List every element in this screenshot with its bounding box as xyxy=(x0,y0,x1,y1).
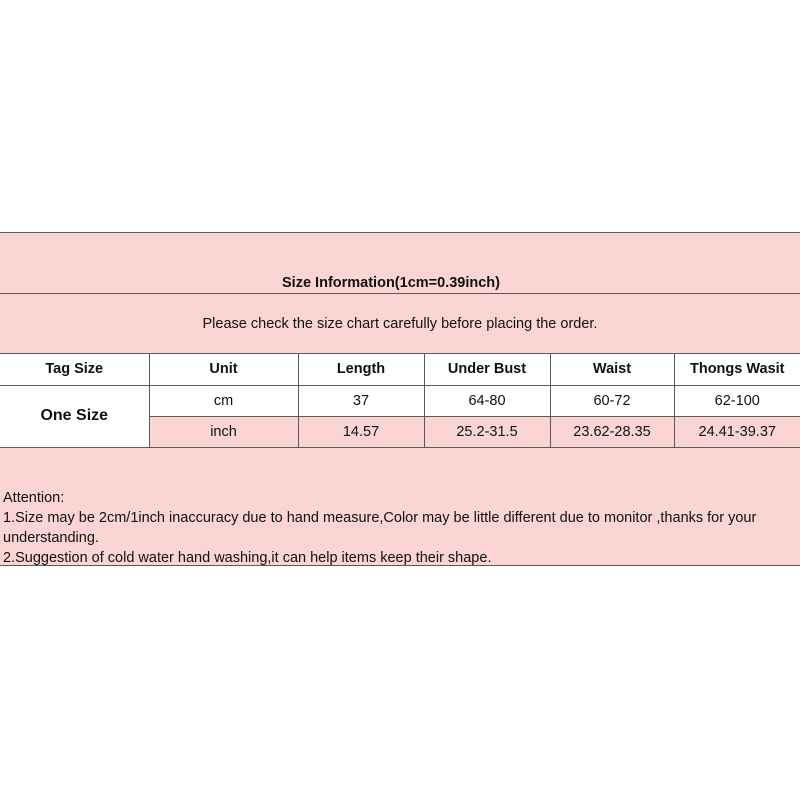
header-length: Length xyxy=(298,354,424,385)
table-header-row xyxy=(0,354,800,385)
size-table xyxy=(0,354,800,448)
table-row xyxy=(0,385,800,416)
under-bust-cell: 25.2-31.5 xyxy=(424,416,550,447)
unit-cell: inch xyxy=(149,416,298,447)
attention-notes xyxy=(3,488,793,568)
header-tag-size: Tag Size xyxy=(0,354,149,385)
header-unit: Unit xyxy=(149,354,298,385)
length-cell: 14.57 xyxy=(298,416,424,447)
size-chart-sheet xyxy=(0,232,800,566)
thongs-waist-cell: 24.41-39.37 xyxy=(674,416,800,447)
size-info-title: Size Information(1cm=0.39inch) xyxy=(282,275,500,291)
header-under-bust: Under Bust xyxy=(424,354,550,385)
size-chart-notice: Please check the size chart carefully before placing the order. xyxy=(202,316,598,332)
size-label-cell: One Size xyxy=(0,385,149,447)
attention-line-2: 2.Suggestion of cold water hand washing,it can help items keep their shape. xyxy=(3,550,492,566)
attention-line-1: 1.Size may be 2cm/1inch inaccuracy due to hand measure,Color may be little different due to monitor ,thanks for your understanding. xyxy=(3,510,757,546)
waist-cell: 23.62-28.35 xyxy=(550,416,674,447)
unit-cell: cm xyxy=(149,385,298,416)
header-thongs-waist: Thongs Wasit xyxy=(674,354,800,385)
length-cell: 37 xyxy=(298,385,424,416)
under-bust-cell: 64-80 xyxy=(424,385,550,416)
header-waist: Waist xyxy=(550,354,674,385)
thongs-waist-cell: 62-100 xyxy=(674,385,800,416)
title-row xyxy=(0,233,800,294)
waist-cell: 60-72 xyxy=(550,385,674,416)
attention-heading: Attention: xyxy=(3,490,65,506)
notice-row xyxy=(0,294,800,354)
